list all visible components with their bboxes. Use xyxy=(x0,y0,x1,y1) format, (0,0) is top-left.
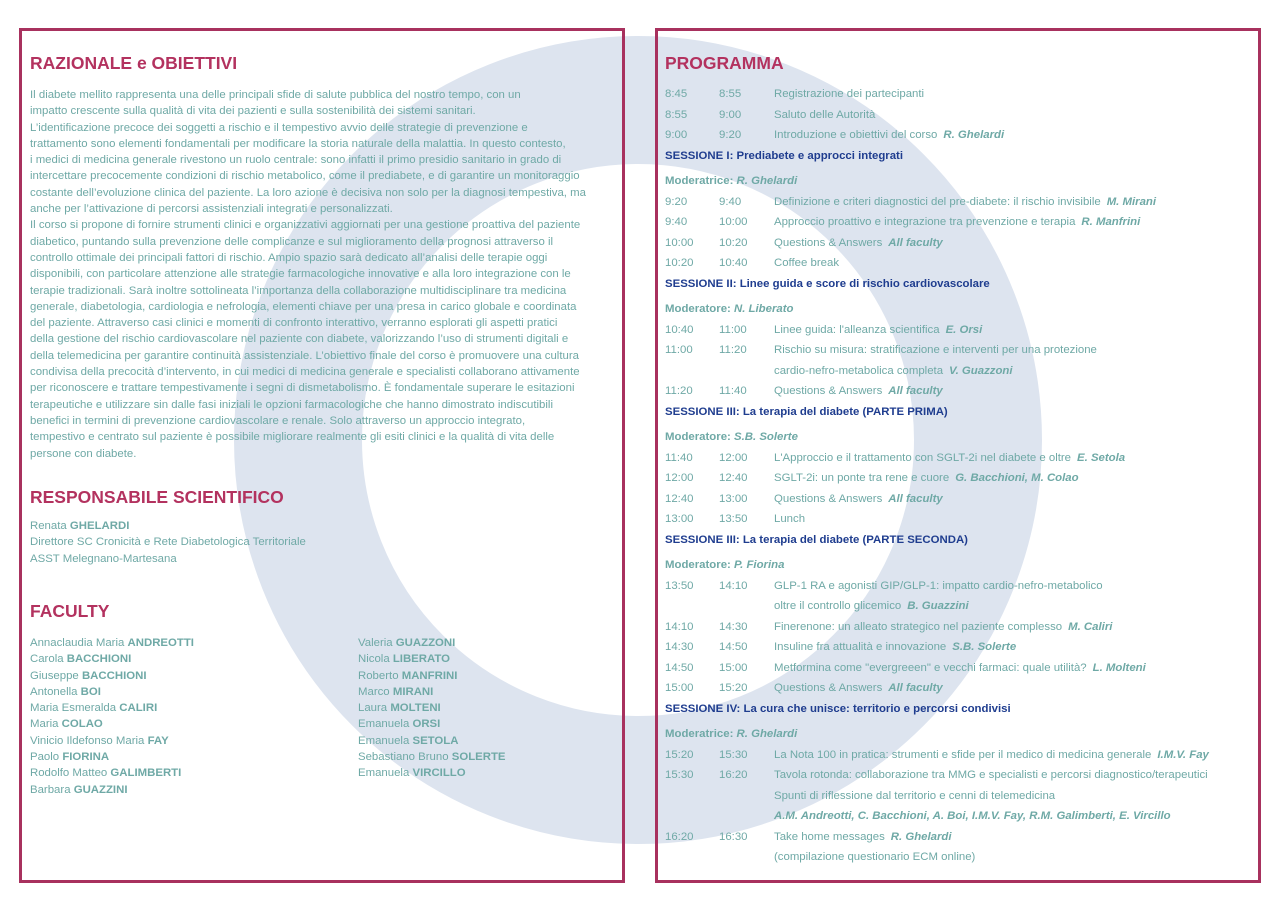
faculty-first-name: Maria Esmeralda xyxy=(30,702,117,715)
start-time: 8:45 xyxy=(665,88,688,100)
talk-title-text: L'Approccio e il trattamento con SGLT-2i nel diabete e oltre xyxy=(774,451,1072,464)
talk-title xyxy=(774,600,969,612)
faculty-first-name: Marco xyxy=(358,685,390,698)
end-time: 13:50 xyxy=(719,513,748,525)
talk-title-text: Questions & Answers xyxy=(774,492,883,505)
start-time: 13:00 xyxy=(665,513,694,525)
program-row xyxy=(665,88,1255,106)
talk-title-text: La Nota 100 in pratica: strumenti e sfide per il medico di medicina generale xyxy=(774,748,1152,761)
faculty-last-name: SETOLA xyxy=(412,734,459,747)
program-row xyxy=(665,621,1255,639)
session-heading: SESSIONE II: Linee guida e score di rischio cardiovascolare xyxy=(665,277,990,290)
faculty-last-name: COLAO xyxy=(61,718,103,731)
speaker-name: I.M.V. Fay xyxy=(1157,748,1209,761)
moderator-name: S.B. Solerte xyxy=(734,431,798,443)
speaker-name: B. Guazzini xyxy=(907,600,969,612)
talk-title-text: Linee guida: l'alleanza scientifica xyxy=(774,323,940,336)
faculty-first-name: Emanuela xyxy=(358,767,410,780)
start-time: 8:55 xyxy=(665,108,688,121)
program-row xyxy=(665,810,1255,828)
end-time: 12:00 xyxy=(719,451,748,464)
start-time: 10:40 xyxy=(665,323,694,336)
program-row xyxy=(665,109,1255,127)
rationale-line: trattamento sono elementi fondamentali per modificare la storia naturale della malattia. In questo contesto, xyxy=(30,137,566,150)
talk-title-text: Registrazione dei partecipanti xyxy=(774,88,925,100)
responsible-heading: RESPONSABILE SCIENTIFICO xyxy=(30,487,284,507)
end-time: 9:40 xyxy=(719,195,742,208)
speaker-name: E. Setola xyxy=(1077,451,1126,464)
talk-title-text: Finerenone: un alleato strategico nel paziente complesso xyxy=(774,620,1063,633)
rationale-line: della gestione del rischio cardiovascolare nel paziente con diabete, valorizzando l’uso di strumenti digitali e xyxy=(30,333,569,346)
program-row xyxy=(665,385,1255,403)
faculty-first-name: Roberto xyxy=(358,669,399,682)
start-time: 11:20 xyxy=(665,385,693,397)
program-row xyxy=(665,600,1255,618)
faculty-last-name: MIRANI xyxy=(392,685,434,698)
speaker-name: All faculty xyxy=(888,492,943,505)
moderator-name: R. Ghelardi xyxy=(736,175,798,187)
end-time: 13:00 xyxy=(719,492,748,505)
talk-title-text: Spunti di riflessione dal territorio e cenni di telemedicina xyxy=(774,789,1056,802)
responsible-first-name: Renata xyxy=(30,520,67,532)
faculty-member xyxy=(358,733,506,749)
faculty-last-name: BACCHIONI xyxy=(81,669,147,682)
talk-title-text: Questions & Answers xyxy=(774,682,883,694)
talk-title-text: Questions & Answers xyxy=(774,236,883,249)
rationale-line: benefici in termini di prevenzione cardiovascolare e renale. Solo attraverso un approccio integrato, xyxy=(30,414,526,427)
faculty-first-name: Nicola xyxy=(358,653,390,666)
rationale-line: Il corso si propone di fornire strumenti clinici e organizzativi aggiornati per una gestione proattiva del paziente xyxy=(30,219,581,232)
talk-title-text: Rischio su misura: stratificazione e interventi per una protezione xyxy=(774,344,1097,356)
faculty-last-name: CALIRI xyxy=(119,702,158,715)
end-time: 15:20 xyxy=(719,682,748,694)
faculty-last-name: ANDREOTTI xyxy=(127,637,194,649)
rationale-line: intercettare precocemente condizioni di rischio metabolico, come il prediabete, e di garantire un monitoraggio xyxy=(30,170,580,183)
talk-title-text: Questions & Answers xyxy=(774,385,883,397)
moderator-name: R. Ghelardi xyxy=(736,728,798,740)
rationale-line: disponibili, con particolare attenzione alle strategie farmacologiche innovative e alla loro integrazione con le xyxy=(30,268,571,281)
speaker-name: R. Ghelardi xyxy=(890,830,952,843)
start-time: 16:20 xyxy=(665,830,694,843)
talk-title xyxy=(774,831,952,843)
start-time: 14:50 xyxy=(665,661,694,674)
talk-title-text: oltre il controllo glicemico xyxy=(774,600,902,612)
moderator-line xyxy=(665,303,794,315)
faculty-member xyxy=(358,716,506,732)
start-time: 15:00 xyxy=(665,682,694,694)
faculty-last-name: MOLTENI xyxy=(390,702,441,715)
rationale-heading: RAZIONALE e OBIETTIVI xyxy=(30,53,238,73)
faculty-column-2 xyxy=(358,635,506,782)
start-time: 9:00 xyxy=(665,129,688,141)
rationale-line: terapie tradizionali. Sarà inoltre sottolineata l’importanza della collaborazione multidisciplinare tra medicina xyxy=(30,284,567,297)
responsible-block xyxy=(30,518,306,567)
session-heading: SESSIONE III: La terapia del diabete (PARTE PRIMA) xyxy=(665,405,948,418)
speaker-name: E. Orsi xyxy=(945,323,983,336)
talk-title xyxy=(774,851,981,863)
session-heading: SESSIONE III: La terapia del diabete (PARTE SECONDA) xyxy=(665,533,968,546)
moderator-line xyxy=(665,728,797,740)
start-time: 9:40 xyxy=(665,216,688,228)
faculty-member xyxy=(30,716,194,732)
end-time: 14:10 xyxy=(719,579,748,592)
faculty-member xyxy=(358,765,506,781)
end-time: 10:00 xyxy=(719,216,748,228)
start-time: 15:30 xyxy=(665,769,694,781)
program-row xyxy=(665,196,1255,214)
faculty-last-name: MANFRINI xyxy=(401,669,458,682)
talk-title-text: Metformina come "evergreeen" e vecchi farmaci: quale utilità? xyxy=(774,661,1087,674)
rationale-line: L’identificazione precoce dei soggetti a rischio e il tempestivo avvio delle strategie di prevenzione e xyxy=(30,121,528,134)
program-row xyxy=(665,493,1255,511)
program-row xyxy=(665,749,1255,767)
program-row xyxy=(665,365,1255,383)
faculty-first-name: Maria xyxy=(30,718,59,731)
program-row xyxy=(665,257,1255,275)
faculty-first-name: Giuseppe xyxy=(30,669,79,682)
talk-title xyxy=(774,513,811,525)
faculty-member xyxy=(30,668,194,684)
end-time: 10:40 xyxy=(719,257,748,269)
faculty-last-name: SOLERTE xyxy=(451,751,506,764)
moderator-name: P. Fiorina xyxy=(734,559,785,571)
speaker-name: G. Bacchioni, M. Colao xyxy=(955,472,1079,484)
program-row xyxy=(665,790,1255,808)
program-row xyxy=(665,216,1255,234)
end-time: 14:50 xyxy=(719,641,748,653)
program-panel xyxy=(655,28,1261,883)
moderator-line xyxy=(665,559,784,571)
program-row xyxy=(665,452,1255,470)
rationale-line: Il diabete mellito rappresenta una delle principali sfide di salute pubblica del nostro tempo, con un xyxy=(30,89,521,101)
moderator-label: Moderatrice: xyxy=(665,728,734,740)
start-time: 11:40 xyxy=(665,451,693,464)
faculty-member xyxy=(30,733,194,749)
faculty-first-name: Annaclaudia Maria xyxy=(30,637,125,649)
rationale-line: della telemedicina per garantire continuità assistenziale. L’obiettivo finale del corso è promuovere una cultura xyxy=(30,349,579,362)
faculty-member xyxy=(30,782,194,798)
program-row xyxy=(665,682,1255,700)
program-row xyxy=(665,472,1255,490)
faculty-member xyxy=(358,684,506,700)
start-time: 15:20 xyxy=(665,748,694,761)
faculty-last-name: FIORINA xyxy=(62,751,110,764)
faculty-first-name: Carola xyxy=(30,653,64,666)
speaker-name: S.B. Solerte xyxy=(952,641,1017,653)
start-time: 14:10 xyxy=(665,620,694,633)
rationale-line: impatto crescente sulla qualità di vita dei pazienti e sulla sostenibilità dei sistemi sanitari. xyxy=(30,105,476,118)
moderator-name: N. Liberato xyxy=(734,303,794,315)
end-time: 9:00 xyxy=(719,108,742,121)
talk-title xyxy=(774,365,1013,377)
moderator-label: Moderatrice: xyxy=(665,175,734,187)
responsible-org: ASST Melegnano-Martesana xyxy=(30,552,177,565)
talk-title xyxy=(774,682,943,694)
faculty-member xyxy=(358,668,506,684)
faculty-member xyxy=(358,635,506,651)
end-time: 11:20 xyxy=(719,344,747,356)
session-heading: SESSIONE IV: La cura che unisce: territorio e percorsi condivisi xyxy=(665,702,1011,715)
session-heading: SESSIONE I: Prediabete e approcci integrati xyxy=(665,149,904,162)
end-time: 11:40 xyxy=(719,385,747,397)
end-time: 14:30 xyxy=(719,620,748,633)
talk-title xyxy=(774,580,1109,592)
faculty-last-name: ORSI xyxy=(412,718,441,731)
faculty-last-name: LIBERATO xyxy=(392,653,450,666)
talk-title xyxy=(774,109,881,121)
talk-title-text: cardio-nefro-metabolica completa xyxy=(774,364,944,377)
talk-title xyxy=(774,493,943,505)
faculty-last-name: GALIMBERTI xyxy=(110,767,182,780)
program-row xyxy=(665,831,1255,849)
start-time: 10:20 xyxy=(665,257,694,269)
end-time: 10:20 xyxy=(719,236,748,249)
talk-title xyxy=(774,257,845,269)
rationale-line: tempestivo e centrato sul paziente è possibile migliorare realmente gli esiti clinici e la qualità di vita delle xyxy=(30,431,555,444)
faculty-last-name: VIRCILLO xyxy=(412,767,466,780)
faculty-member xyxy=(30,749,194,765)
end-time: 16:30 xyxy=(719,830,748,843)
responsible-last-name: GHELARDI xyxy=(69,520,130,532)
talk-title-text: Tavola rotonda: collaborazione tra MMG e specialisti e percorsi diagnostico/terapeutici xyxy=(774,769,1208,781)
rationale-line: i medici di medicina generale rivestono un ruolo centrale: sono infatti il primo presidio sanitario in grado di xyxy=(30,154,562,167)
faculty-member xyxy=(358,651,506,667)
talk-title xyxy=(774,790,1061,802)
speaker-name: V. Guazzoni xyxy=(949,364,1013,377)
talk-title xyxy=(774,472,1079,484)
moderator-label: Moderatore: xyxy=(665,559,731,571)
faculty-first-name: Barbara xyxy=(30,783,71,796)
talk-title-text: Definizione e criteri diagnostici del pre-diabete: il rischio invisibile xyxy=(774,195,1101,208)
start-time: 11:00 xyxy=(665,344,693,356)
program-heading: PROGRAMMA xyxy=(665,53,784,73)
faculty-last-name: GUAZZONI xyxy=(395,637,456,649)
moderator-label: Moderatore: xyxy=(665,431,731,443)
program-row xyxy=(665,513,1255,531)
end-time: 15:00 xyxy=(719,661,748,674)
talk-title xyxy=(774,344,1103,356)
program-row xyxy=(665,641,1255,659)
rationale-line: generale, diabetologia, cardiologia e nefrologia, elementi chiave per una presa in carico globale e coordinata xyxy=(30,300,577,313)
end-time: 9:20 xyxy=(719,129,742,141)
speaker-name: All faculty xyxy=(888,236,943,249)
end-time: 12:40 xyxy=(719,472,748,484)
rationale-line: per riconoscere e trattare tempestivamente i segni di dismetabolismo. È fondamentale superare le esitazioni xyxy=(30,382,575,395)
rationale-line: condivisa della precocità d’intervento, in cui medici di medicina generale e specialisti collaborano attivamente xyxy=(30,366,580,379)
talk-title-text: Lunch xyxy=(774,513,806,525)
left-panel xyxy=(19,28,625,883)
program-row xyxy=(665,662,1255,680)
start-time: 14:30 xyxy=(665,641,694,653)
talk-title-text: Introduzione e obiettivi del corso xyxy=(774,129,938,141)
talk-title xyxy=(774,452,1125,464)
talk-title xyxy=(774,641,1016,653)
start-time: 10:00 xyxy=(665,236,694,249)
speaker-name: L. Molteni xyxy=(1092,661,1146,674)
rationale-line: controllo ottimale dei principali fattori di rischio. Ampio spazio sarà dedicato all’analisi delle terapie oggi xyxy=(30,251,548,264)
faculty-member xyxy=(358,749,506,765)
start-time: 9:20 xyxy=(665,195,688,208)
faculty-last-name: FAY xyxy=(147,734,169,747)
talk-title xyxy=(774,621,1112,633)
speaker-name: All faculty xyxy=(888,682,943,694)
moderator-label: Moderatore: xyxy=(665,303,731,315)
talk-title-text: Take home messages xyxy=(774,830,885,843)
faculty-first-name: Vinicio Ildefonso Maria xyxy=(30,734,145,747)
program-row xyxy=(665,851,1255,869)
talk-title xyxy=(774,749,1209,761)
faculty-first-name: Sebastiano Bruno xyxy=(358,751,449,764)
faculty-last-name: GUAZZINI xyxy=(73,783,128,796)
talk-title xyxy=(774,810,1171,822)
program-row xyxy=(665,769,1255,787)
moderator-line xyxy=(665,431,798,443)
talk-title-text: Coffee break xyxy=(774,257,840,269)
end-time: 15:30 xyxy=(719,748,748,761)
faculty-first-name: Valeria xyxy=(358,637,393,649)
rationale-line: persone con diabete. xyxy=(30,447,137,460)
rationale-text xyxy=(30,87,624,462)
faculty-first-name: Laura xyxy=(358,702,388,715)
end-time: 16:20 xyxy=(719,769,748,781)
faculty-first-name: Antonella xyxy=(30,685,78,698)
program-row xyxy=(665,324,1255,342)
talk-title xyxy=(774,324,982,336)
faculty-last-name: BOI xyxy=(80,685,101,698)
speaker-name: R. Manfrini xyxy=(1081,216,1141,228)
program-row xyxy=(665,129,1255,147)
speaker-name: All faculty xyxy=(888,385,943,397)
talk-title xyxy=(774,237,943,249)
talk-title-text: Approccio proattivo e integrazione tra prevenzione e terapia xyxy=(774,216,1076,228)
speaker-name: A.M. Andreotti, C. Bacchioni, A. Boi, I.M.V. Fay, R.M. Galimberti, E. Vircillo xyxy=(774,810,1171,822)
responsible-name xyxy=(30,518,306,534)
program-row xyxy=(665,344,1255,362)
speaker-name: M. Mirani xyxy=(1106,195,1157,208)
responsible-role: Direttore SC Cronicità e Rete Diabetologica Territoriale xyxy=(30,536,306,549)
start-time: 12:00 xyxy=(665,472,694,484)
start-time: 13:50 xyxy=(665,579,694,592)
faculty-member xyxy=(30,684,194,700)
talk-title-text: SGLT-2i: un ponte tra rene e cuore xyxy=(774,472,950,484)
faculty-member xyxy=(30,700,194,716)
talk-title xyxy=(774,129,1004,141)
talk-title xyxy=(774,196,1156,208)
faculty-column-1 xyxy=(30,635,194,798)
rationale-line: anche per l’attivazione di percorsi assistenziali integrati e personalizzati. xyxy=(30,203,393,216)
talk-title-text: Insuline fra attualità e innovazione xyxy=(774,641,947,653)
rationale-line: diabetico, puntando sulla prevenzione delle complicanze e sul miglioramento della prognosi attraverso il xyxy=(30,235,554,248)
program-row xyxy=(665,580,1255,598)
faculty-heading: FACULTY xyxy=(30,601,110,621)
speaker-name: R. Ghelardi xyxy=(943,129,1005,141)
talk-title-text: (compilazione questionario ECM online) xyxy=(774,851,976,863)
speaker-name: M. Caliri xyxy=(1068,620,1113,633)
faculty-last-name: BACCHIONI xyxy=(66,653,132,666)
faculty-member xyxy=(30,651,194,667)
talk-title xyxy=(774,769,1214,781)
faculty-first-name: Emanuela xyxy=(358,734,410,747)
faculty-member xyxy=(358,700,506,716)
rationale-line: terapeutiche e utilizzare sin dalle fasi iniziali le opzioni farmacologiche che hanno dimostrato indiscutibili xyxy=(30,398,553,411)
faculty-first-name: Rodolfo Matteo xyxy=(30,767,108,780)
talk-title xyxy=(774,88,930,100)
talk-title xyxy=(774,662,1146,674)
moderator-line xyxy=(665,175,797,187)
end-time: 8:55 xyxy=(719,88,742,100)
talk-title xyxy=(774,216,1140,228)
rationale-line: costante dell’evoluzione clinica del paziente. La loro azione è decisiva non solo per la diagnosi tempestiva, ma xyxy=(30,186,586,199)
faculty-member xyxy=(30,635,194,651)
talk-title-text: Saluto delle Autorità xyxy=(774,108,876,121)
faculty-member xyxy=(30,765,194,781)
faculty-first-name: Paolo xyxy=(30,751,60,764)
end-time: 11:00 xyxy=(719,323,747,336)
talk-title xyxy=(774,385,943,397)
start-time: 12:40 xyxy=(665,492,694,505)
talk-title-text: GLP-1 RA e agonisti GIP/GLP-1: impatto cardio-nefro-metabolico xyxy=(774,579,1103,592)
program-row xyxy=(665,237,1255,255)
faculty-first-name: Emanuela xyxy=(358,718,410,731)
rationale-line: del paziente. Attraverso casi clinici e momenti di confronto interattivo, verranno esplorati gli aspetti pratici xyxy=(30,317,558,330)
